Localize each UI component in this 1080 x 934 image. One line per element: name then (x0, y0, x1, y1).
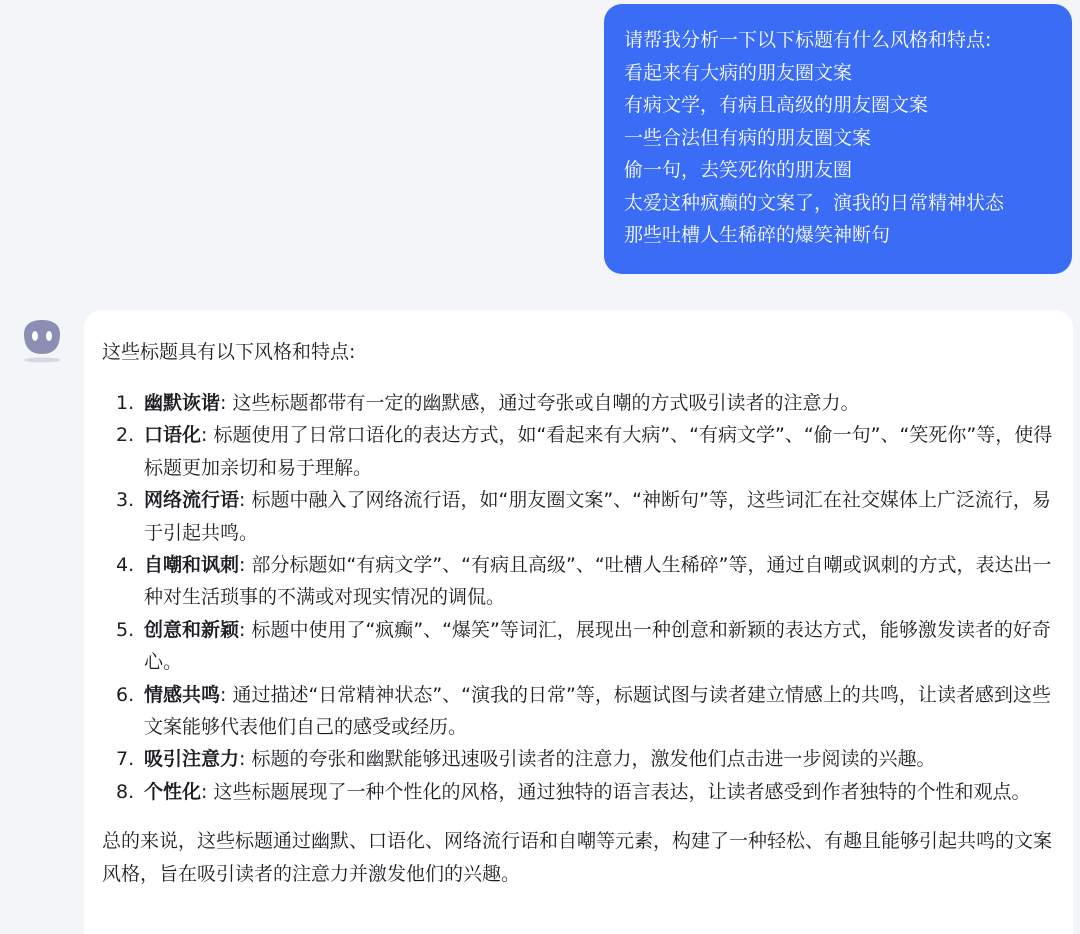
feature-item (102, 484, 1053, 549)
user-message-line: 请帮我分析一下以下标题有什么风格和特点: (624, 29, 992, 51)
feature-description: 标题的夸张和幽默能够迅速吸引读者的注意力，激发他们点击进一步阅读的兴趣。 (251, 748, 936, 771)
feature-item (102, 387, 1053, 419)
user-message-line: 看起来有大病的朋友圈文案 (624, 61, 853, 84)
assistant-conclusion: 总的来说，这些标题通过幽默、口语化、网络流行语和自嘲等元素，构建了一种轻松、有趣且能够引起共鸣的文案风格，旨在吸引读者的注意力并激发他们的兴趣。 (102, 830, 1053, 886)
user-message-line: 偷一句，去笑死你的朋友圈 (624, 159, 853, 181)
user-message-line: 一些合法但有病的朋友圈文案 (624, 126, 872, 149)
assistant-message-card (84, 310, 1073, 934)
user-message-bubble (604, 4, 1072, 274)
robot-avatar-icon (16, 314, 68, 366)
feature-description: 部分标题如“有病文学”、“有病且高级”、“吐槽人生稀碎”等，通过自嘲或讽刺的方式，表达出一种对生活琐事的不满或对现实情况的调侃。 (144, 554, 1052, 609)
feature-separator: : (239, 618, 252, 641)
feature-item (102, 614, 1053, 679)
feature-description: 这些标题都带有一定的幽默感，通过夸张或自嘲的方式吸引读者的注意力。 (232, 392, 860, 414)
feature-separator: : (239, 748, 252, 771)
user-message-line: 有病文学，有病且高级的朋友圈文案 (624, 94, 929, 116)
feature-title: 自嘲和讽刺 (144, 554, 240, 577)
feature-number: 6. (116, 683, 135, 706)
feature-title: 个性化 (144, 780, 202, 803)
feature-description: 标题中融入了网络流行语，如“朋友圈文案”、“神断句”等，这些词汇在社交媒体上广泛流行，易于引起共鸣。 (144, 489, 1051, 544)
feature-title: 吸引注意力 (144, 748, 240, 771)
feature-title: 口语化 (144, 424, 202, 447)
feature-item (102, 679, 1053, 744)
feature-item (102, 776, 1053, 808)
feature-number: 8. (116, 780, 135, 803)
feature-item (102, 419, 1053, 484)
feature-description: 标题中使用了“疯癫”、“爆笑”等词汇，展现出一种创意和新颖的表达方式，能够激发读者的好奇心。 (144, 618, 1051, 674)
user-message-line: 太爱这种疯癫的文案了，演我的日常精神状态 (624, 191, 1005, 214)
feature-separator: : (220, 392, 233, 414)
feature-description: 这些标题展现了一种个性化的风格，通过独特的语言表达，让读者感受到作者独特的个性和观点。 (213, 780, 1031, 803)
feature-number: 4. (116, 554, 135, 577)
feature-number: 1. (116, 392, 135, 414)
feature-title: 幽默诙谐 (144, 392, 221, 414)
assistant-intro: 这些标题具有以下风格和特点: (102, 341, 356, 363)
feature-description: 标题使用了日常口语化的表达方式，如“看起来有大病”、“有病文学”、“偷一句”、“笑死你”等，使得标题更加亲切和易于理解。 (144, 424, 1053, 479)
feature-list (102, 387, 1053, 808)
feature-separator: : (239, 554, 252, 577)
feature-item (102, 743, 1053, 775)
feature-separator: : (201, 780, 214, 803)
feature-title: 情感共鸣 (144, 683, 221, 706)
user-message-line: 那些吐槽人生稀碎的爆笑神断句 (624, 224, 891, 246)
feature-description: 通过描述“日常精神状态”、“演我的日常”等，标题试图与读者建立情感上的共鸣，让读者感到这些文案能够代表他们自己的感受或经历。 (144, 683, 1051, 739)
feature-title: 网络流行语 (144, 489, 240, 512)
feature-number: 5. (116, 618, 135, 641)
feature-number: 7. (116, 748, 135, 771)
feature-separator: : (220, 683, 233, 706)
feature-item (102, 549, 1053, 614)
feature-number: 2. (116, 424, 135, 447)
feature-separator: : (239, 489, 252, 512)
feature-separator: : (201, 424, 214, 447)
feature-number: 3. (116, 489, 135, 512)
feature-title: 创意和新颖 (144, 618, 240, 641)
